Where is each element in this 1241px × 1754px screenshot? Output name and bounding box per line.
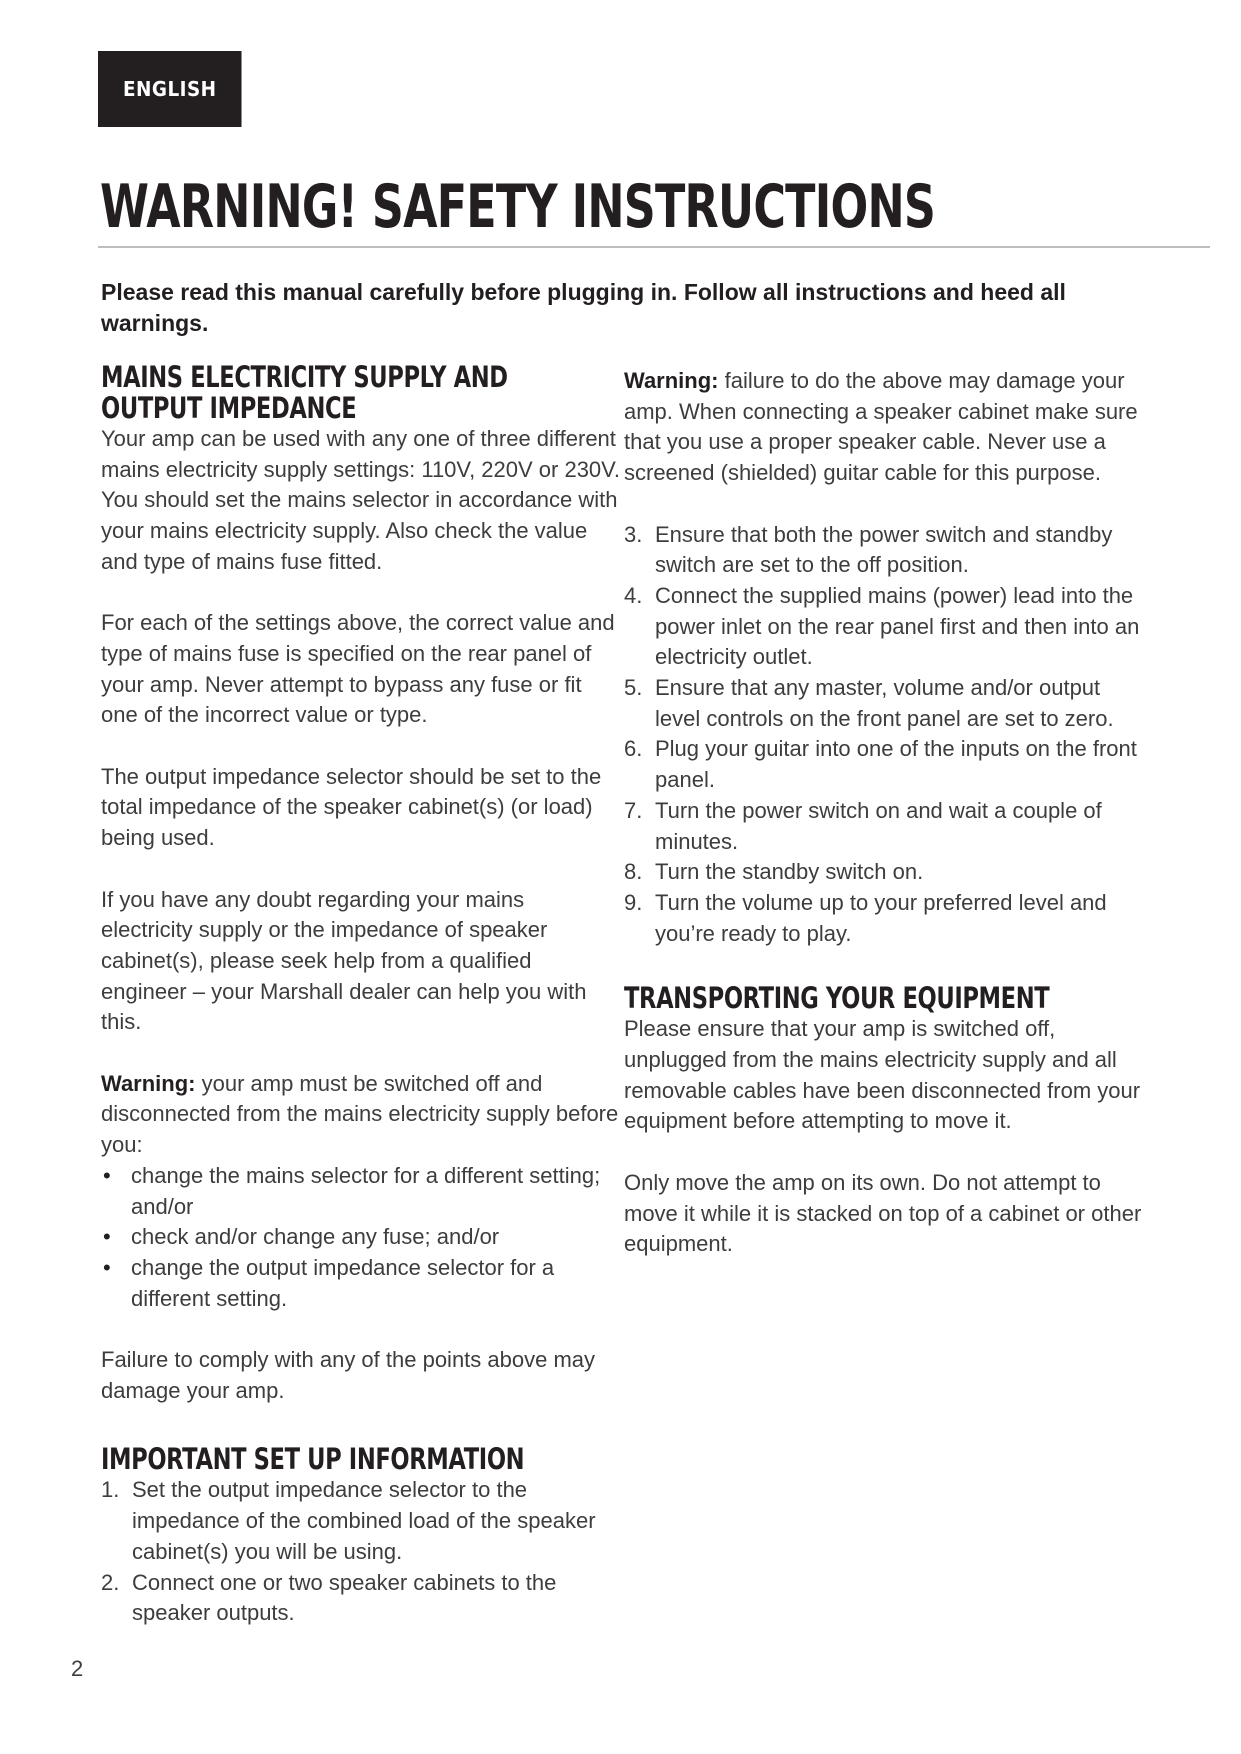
left-column xyxy=(101,362,621,1629)
list-item: 3. Ensure that both the power switch and standby switch are set to the off position. xyxy=(624,521,1113,578)
list-item: 8. Turn the standby switch on. xyxy=(624,859,924,885)
mains-paragraph-4: If you have any doubt regarding your mains electricity supply or the impedance of speaker cabinet(s), please seek help from a qualified engineer – your Marshall dealer can help you with this. xyxy=(101,886,587,1035)
setup-warning xyxy=(624,366,1144,489)
setup-steps-list xyxy=(101,1475,621,1629)
title-divider xyxy=(98,246,1210,248)
warning-label: Warning: xyxy=(624,368,719,393)
list-item: 6. Plug your guitar into one of the inputs on the front panel. xyxy=(624,736,1137,793)
list-item: 9. Turn the volume up to your preferred level and you’re ready to play. xyxy=(624,889,1107,946)
page-number: 2 xyxy=(71,1656,84,1681)
list-item: 7. Turn the power switch on and wait a couple of minutes. xyxy=(624,797,1102,854)
list-item: 2. Connect one or two speaker cabinets to the speaker outputs. xyxy=(101,1569,557,1626)
warning-text: your amp must be switched off and disconnected from the mains electricity supply before you: xyxy=(101,1070,619,1158)
warning-text: failure to do the above may damage your amp. When connecting a speaker cabinet make sure that you use a proper speaker cable. Never use a screened (shielded) guitar cable for this purpose. xyxy=(624,368,1138,486)
list-item: • change the output impedance selector for a different setting. xyxy=(103,1254,555,1311)
failure-text: Failure to comply with any of the points above may damage your amp. xyxy=(101,1347,596,1403)
setup-steps-list-continued xyxy=(624,520,1144,950)
setup-heading: IMPORTANT SET UP INFORMATION xyxy=(101,1442,525,1477)
list-item: • check and/or change any fuse; and/or xyxy=(103,1224,500,1250)
transport-heading: TRANSPORTING YOUR EQUIPMENT xyxy=(624,981,1050,1016)
list-item: 5. Ensure that any master, volume and/or output level controls on the front panel are set to zero. xyxy=(624,675,1114,731)
list-item: 4. Connect the supplied mains (power) lead into the power inlet on the rear panel first and then into an electricity outlet. xyxy=(624,582,1140,670)
warning-bullet-list xyxy=(101,1161,621,1315)
transport-paragraph-2: Only move the amp on its own. Do not attempt to move it while it is stacked on top of a cabinet or other equipment. xyxy=(624,1169,1142,1257)
list-item: • change the mains selector for a different setting; and/or xyxy=(103,1162,601,1219)
language-tab: ENGLISH xyxy=(98,51,242,127)
warning-label: Warning: xyxy=(101,1070,196,1096)
intro-text: Please read this manual carefully before plugging in. Follow all instructions and heed all warnings. xyxy=(101,279,1066,336)
mains-warning xyxy=(101,1069,621,1161)
mains-paragraph-2: For each of the settings above, the correct value and type of mains fuse is specified on the rear panel of your amp. Never attempt to bypass any fuse or fit one of the incorrect value or type. xyxy=(101,610,615,728)
mains-heading: MAINS ELECTRICITY SUPPLY AND OUTPUT IMPEDANCE xyxy=(101,360,508,425)
mains-paragraph-1: Your amp can be used with any one of three different mains electricity supply settings: 110V, 220V or 230V. You should set the mains selector in accordance with your mains electricity supply. Also check the value and type of mains fuse fitted. xyxy=(101,426,620,574)
right-column xyxy=(624,366,1144,1260)
mains-paragraph-3: The output impedance selector should be set to the total impedance of the speaker cabinet(s) (or load) being used. xyxy=(101,763,602,851)
list-item: 1. Set the output impedance selector to the impedance of the combined load of the speaker cabinet(s) you will be using. xyxy=(101,1477,596,1564)
page-title: WARNING! SAFETY INSTRUCTIONS xyxy=(100,172,936,242)
transport-paragraph-1: Please ensure that your amp is switched off, unplugged from the mains electricity supply and all removable cables have been disconnected from your equipment before attempting to move it. xyxy=(624,1016,1141,1134)
